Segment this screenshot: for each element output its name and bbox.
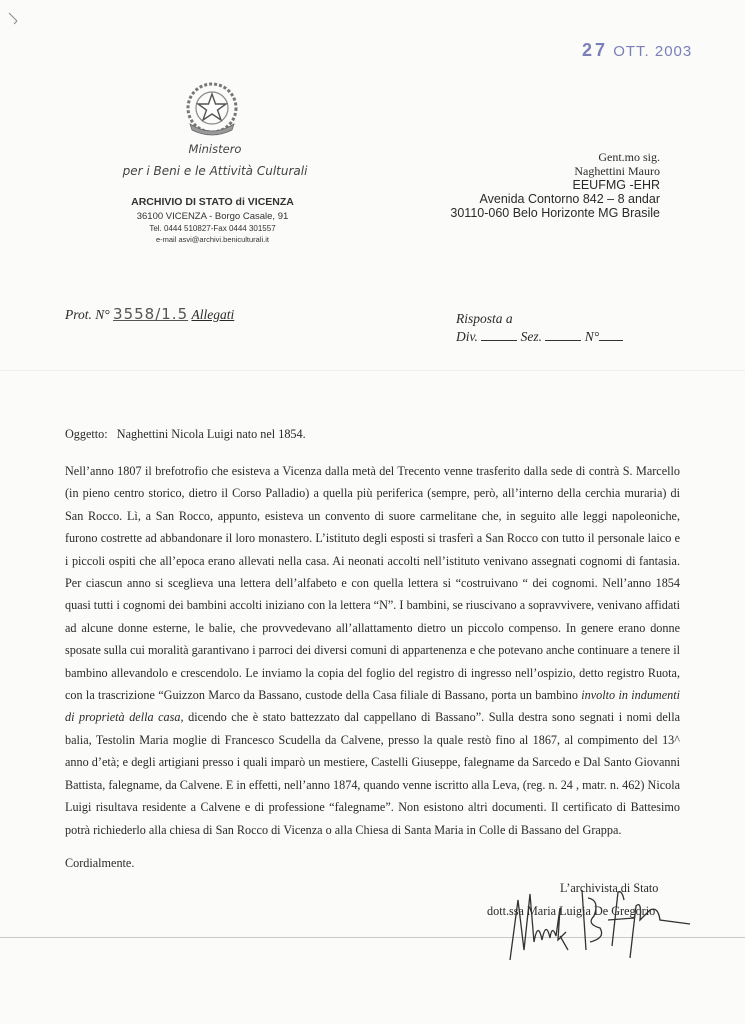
sez-label: Sez. bbox=[520, 329, 542, 344]
reply-label: Risposta a bbox=[456, 311, 513, 326]
body-part-1: Nell’anno 1807 il brefotrofio che esisteva a Vicenza dalla metà del Trecento venne trasferito dalla sede di contrà S. Marcello (in pieno centro storico, dietro il Corso Palladio) a quella più periferica (sempre, però, all’interno della cerchia muraria) di San Rocco. Lì, a San Rocco, appunto, esisteva un convento di suore carmelitane che, in seguito alle leggi napoleoniche, furono costrette ad abbandonare il loro monastero. L’istituto degli esposti si trasferì a San Rocco con tutto il personale laico e i piccoli ospiti che all’epoca erano allevati nella casa. Ai neonati accolti nell’istituto venivano assegnati cognomi di fantasia. Per ciascun anno si sceglieva una lettera dell’alfabeto e con quella lettera si “costruivano “ dei cognomi. Nell’anno 1854 quasi tutti i cognomi dei bambini accolti iniziano con la lettera “N”. I bambini, se riuscivano a sopravvivere, venivano affidati ad alcune donne esterne, le balie, che provvedevano all’allattamento dietro un piccolo compenso. In genere erano donne sposate sulla cui moralità garantivano i parroci dei diversi comuni di appartenenza e che potevano anche continuare a tenere il bambino allevandolo e crescendolo. Le inviamo la copia del foglio del registro di ingresso nell’ospizio, detto registro Ruota, con la trascrizione “Guizzon Marco da Bassano, custode della Casa filiale di Bassano, porta un bambino bbox=[65, 464, 680, 703]
div-field bbox=[481, 328, 517, 341]
recipient-name: Naghettini Mauro bbox=[574, 164, 660, 178]
n-field bbox=[599, 328, 623, 341]
date-stamp bbox=[582, 40, 692, 61]
stamp-day: 27 bbox=[582, 40, 609, 60]
archive-name: ARCHIVIO DI STATO di VICENZA bbox=[131, 196, 294, 208]
ministry-subtitle: per i Beni e le Attività Culturali bbox=[122, 164, 308, 178]
signer-title: L’archivista di Stato bbox=[560, 881, 659, 895]
archive-address: 36100 VICENZA - Borgo Casale, 91 bbox=[136, 211, 289, 222]
sez-field bbox=[545, 328, 581, 341]
n-label: N° bbox=[584, 329, 600, 344]
archive-email: e-mail asvi@archivi.beniculturali.it bbox=[155, 235, 270, 244]
reply-block bbox=[456, 310, 623, 346]
recipient-city: 30110-060 Belo Horizonte MG Brasile bbox=[450, 206, 660, 220]
recipient-block bbox=[450, 150, 660, 220]
subject-text: Naghettini Nicola Luigi nato nel 1854. bbox=[116, 427, 306, 441]
allegati-label: Allegati bbox=[191, 307, 235, 322]
archive-phone-fax: Tel. 0444 510827-Fax 0444 301557 bbox=[149, 224, 276, 233]
scan-mark-icon bbox=[8, 12, 22, 26]
republic-emblem-icon bbox=[180, 78, 244, 142]
letter-body bbox=[65, 460, 680, 841]
signer-name: dott.ssa Maria Luigia De Gregorio bbox=[487, 904, 656, 918]
subject-label: Oggetto: bbox=[65, 427, 108, 441]
protocol-label: Prot. N° bbox=[65, 307, 110, 322]
protocol-number: 3558/1.5 bbox=[113, 305, 189, 323]
body-part-2: dicendo che è stato battezzato dal cappellano di Bassano”. Sulla destra sono segnati i nomi della balia, Testolin Maria moglie di Francesco Scudella da Calvene, presso la quale restò fino al 1867, al compimento del 13^ anno d’età; e degli artigiani presso i quali imparò un mestiere, Castelli Giuseppe, falegname da Sarcedo e Dal Santo Giovanni Battista, falegname, da Calvene. E in effetti, nell’anno 1874, quando venne iscritto alla Leva, (reg. n. 24 , matr. n. 462) Nicola Luigi risultava residente a Calvene e di professione “falegname”. Non esistono altri documenti. Il certificato di Battesimo potrà richiederlo alla chiesa di San Rocco di Vicenza o alla Chiesa di Santa Maria in Colle di Bassano del Grappa. bbox=[65, 710, 680, 837]
fold-line bbox=[0, 370, 745, 371]
recipient-org: EEUFMG -EHR bbox=[572, 178, 660, 192]
recipient-salutation: Gent.mo sig. bbox=[598, 150, 660, 164]
ministry-name: Ministero bbox=[188, 142, 242, 156]
handwritten-signature bbox=[490, 880, 720, 970]
body-italic: involto in indumenti di proprietà della casa, bbox=[65, 688, 680, 725]
stamp-month-year: OTT. 2003 bbox=[613, 43, 693, 60]
subject-line bbox=[65, 427, 306, 442]
protocol-line bbox=[65, 305, 272, 323]
closing: Cordialmente. bbox=[65, 856, 135, 870]
recipient-street: Avenida Contorno 842 – 8 andar bbox=[479, 192, 660, 206]
div-label: Div. bbox=[456, 329, 478, 344]
